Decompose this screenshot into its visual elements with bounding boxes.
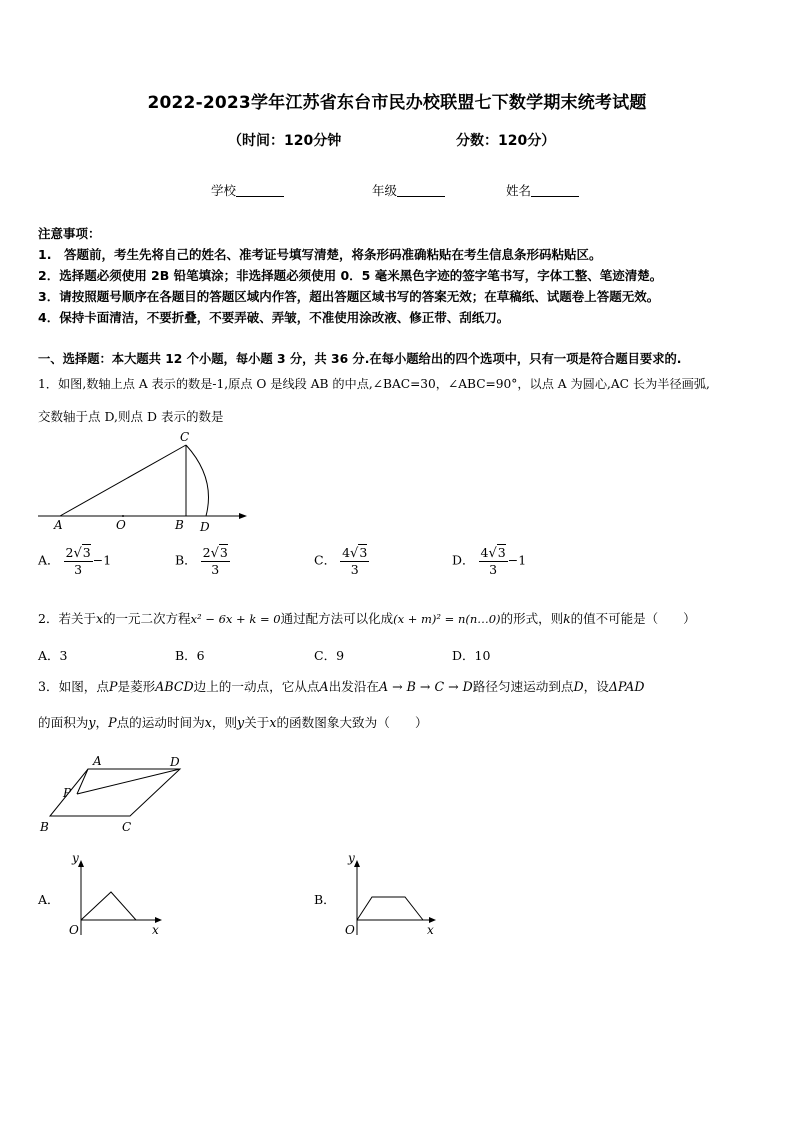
q1-option-c[interactable] [314,545,369,577]
q2-option-a[interactable]: A．3 [38,648,68,663]
note-item: 4．保持卡面清洁，不要折叠，不要弄破、弄皱，不准使用涂改液、修正带、刮纸刀。 [38,310,510,325]
segment-ac [60,445,186,516]
label-p: P [63,786,72,800]
label-y: y [348,851,355,865]
q3-text-line1: 3．如图，点P是菱形ABCD边上的一动点，它从点A出发沿在A → B → C → D路径匀速运动到点D，设ΔPAD [38,679,645,694]
option-letter: C． [314,552,337,568]
grade-blank [397,184,445,197]
label-a: A [54,518,63,532]
label-x: x [152,923,159,937]
label-b: B [40,820,49,834]
graph-line [81,892,136,920]
score-label: 分数：120分） [456,133,556,149]
label-b: B [175,518,184,532]
label-y: y [72,851,79,865]
page-title: 2022-2023学年江苏省东台市民办校联盟七下数学期末统考试题 [147,93,647,113]
q3-graph-b[interactable] [340,850,444,940]
q1-option-b[interactable] [175,545,230,577]
q1-text-line2: 交数轴于点 D,则点 D 表示的数是 [38,409,224,424]
grade-field [372,181,445,199]
name-label: 姓名 [506,183,532,198]
q2-option-c[interactable]: C．9 [314,648,345,663]
label-o: O [345,923,355,937]
number-line-arrow [239,513,247,519]
q2-option-d[interactable]: D．10 [452,648,491,663]
segment-pd [77,769,180,794]
notes-heading: 注意事项： [38,226,101,241]
rhombus-figure [36,752,186,834]
label-o: O [116,518,126,532]
y-axis-arrow [78,860,84,867]
q1-text-line1: 1．如图,数轴上点 A 表示的数是-1,原点 O 是线段 AB 的中点,∠BAC=30，∠ABC=90°，以点 A 为圆心,AC 长为半径画弧, [38,377,710,391]
arc-cd [186,445,209,516]
label-a: A [93,754,102,768]
fraction: $\frac{2√3}{3}$ [65,545,91,577]
q1-option-a[interactable] [38,545,111,577]
name-field [506,181,579,199]
q1-figure [36,428,251,536]
q1-option-d[interactable] [452,545,526,577]
grade-label: 年级 [372,183,398,198]
fraction: $\frac{2√3}{3}$ [202,545,228,577]
school-blank [236,184,284,197]
fraction: $\frac{4√3}{3}$ [342,545,368,577]
q2-option-b[interactable]: B．6 [175,648,205,663]
y-axis-arrow [354,860,360,867]
origin-dot [122,515,124,517]
option-tail: −1 [507,552,527,568]
school-field [211,181,284,199]
option-tail: −1 [92,552,112,568]
q2-text: 2．若关于x的一元二次方程x² − 6x + k = 0通过配方法可以化成(x + m)² = n(n…0)的形式，则k的值不可能是（ ） [38,611,696,626]
name-blank [531,184,579,197]
option-letter: D． [452,552,475,568]
note-item: 3．请按照题号顺序在各题目的答题区域内作答，超出答题区域书写的答案无效；在草稿纸、试题卷上答题无效。 [38,289,660,304]
label-d: D [200,520,210,534]
time-label: （时间：120分钟 [228,133,342,149]
note-item: 2．选择题必须使用 2B 铅笔填涂；非选择题必须使用 0．5 毫米黑色字迹的签字笔书写，字体工整、笔迹清楚。 [38,268,663,283]
note-item: 1. 答题前，考生先将自己的姓名、准考证号填写清楚，将条形码准确粘贴在考生信息条形码粘贴区。 [38,247,602,262]
label-d: D [170,755,180,769]
q3-option-a[interactable]: A． [38,892,60,907]
fraction: $\frac{4√3}{3}$ [480,545,506,577]
label-x: x [427,923,434,937]
segment-pa [77,769,88,794]
q3-option-b[interactable]: B． [314,892,336,907]
option-letter: B． [175,552,197,568]
school-label: 学校 [211,183,237,198]
graph-line [357,897,423,920]
label-c: C [180,430,190,444]
label-c: C [122,820,132,834]
label-o: O [69,923,79,937]
section-heading: 一、选择题：本大题共 12 个小题，每小题 3 分，共 36 分.在每小题给出的四个选项中，只有一项是符合题目要求的. [38,352,682,366]
option-letter: A． [38,552,60,568]
q3-graph-a[interactable] [64,850,168,940]
q3-text-line2: 的面积为y，P点的运动时间为x，则y关于x的函数图象大致为（ ） [38,715,428,730]
